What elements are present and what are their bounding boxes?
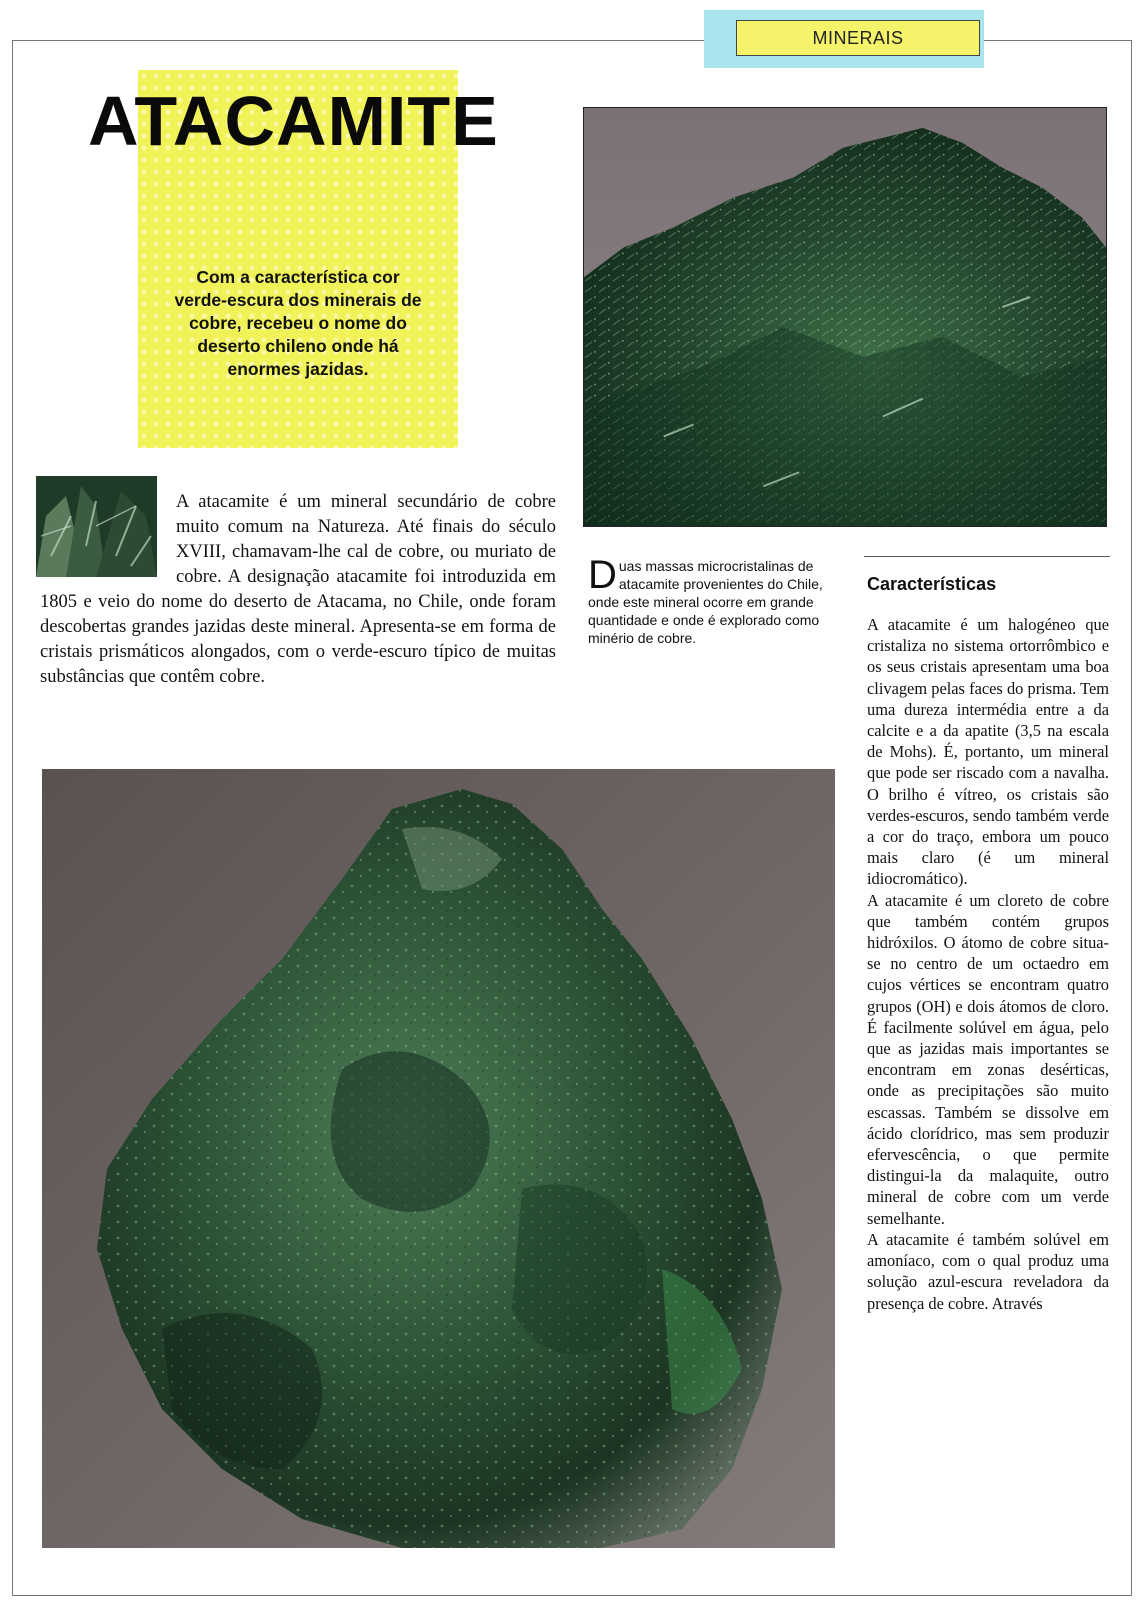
caption-text: uas massas microcristalinas de atacamite provenientes do Chile, onde este mineral ocorre em grande quantidade e onde é explorado como minério de cobre. <box>588 558 823 646</box>
thumbnail-wrap-space <box>40 490 176 588</box>
sidebar-body <box>867 614 1109 1314</box>
sidebar-rule <box>864 556 1110 557</box>
crystal-photo-top <box>583 107 1107 527</box>
crystal-photo-main <box>42 769 835 1548</box>
lead-paragraph: Com a característica cor verde-escura dos minerais de cobre, recebeu o nome do deserto chileno onde há enormes jazidas. <box>174 267 422 379</box>
sidebar-paragraph: A atacamite é também solúvel em amoníaco, com o qual produz uma solução azul-escura reveladora da presença de cobre. Através <box>867 1229 1109 1313</box>
section-label: MINERAIS <box>736 20 980 56</box>
intro-paragraph <box>40 490 556 690</box>
sidebar-paragraph: A atacamite é um cloreto de cobre que também contém grupos hidróxilos. O átomo de cobre situa-se no centro de um octaedro em cujos vértices se encontram quatro grupos (OH) e dois átomos de cloro. É facilmente solúvel em água, pelo que as jazidas mais importantes se encontram em zonas desérticas, onde as precipitações são muito escassas. Também se dissolve em ácido clorídrico, mas sem produzir efervescência, o que permite distingui-la da malaquite, outro mineral de cobre com um verde semelhante. <box>867 890 1109 1228</box>
crystal-photo-main-image <box>42 769 835 1548</box>
intro-text: A atacamite é um mineral secundário de cobre muito comum na Natureza. Até finais do século XVIII, chamavam-lhe cal de cobre, ou muriato de cobre. A designação atacamite foi introduzida em 1805 e veio do nome do deserto de Atacama, no Chile, onde foram descobertas grandes jazidas deste mineral. Apresenta-se em forma de cristais prismáticos alongados, com o verde-escuro típico de muitas substâncias que contêm cobre. <box>40 492 556 687</box>
sidebar-heading: Características <box>867 574 997 594</box>
crystal-photo-top-image <box>584 108 1106 526</box>
sidebar-paragraph: A atacamite é um halogéneo que cristaliza no sistema ortorrômbico e os seus cristais apresentam uma boa clivagem pelas faces do prisma. Tem uma dureza intermédia entre a da calcite e a da apatite (3,5 na escala de Mohs). É, portanto, um mineral que pode ser riscado com a navalha. O brilho é vítreo, os cristais são verdes-escuros, sendo também verde a cor do traço, embora um pouco mais claro (é um mineral idiocromático). <box>867 615 1109 889</box>
page-title: ATACAMITE <box>88 82 499 160</box>
photo-caption <box>588 553 833 647</box>
caption-dropcap: D <box>588 553 617 597</box>
